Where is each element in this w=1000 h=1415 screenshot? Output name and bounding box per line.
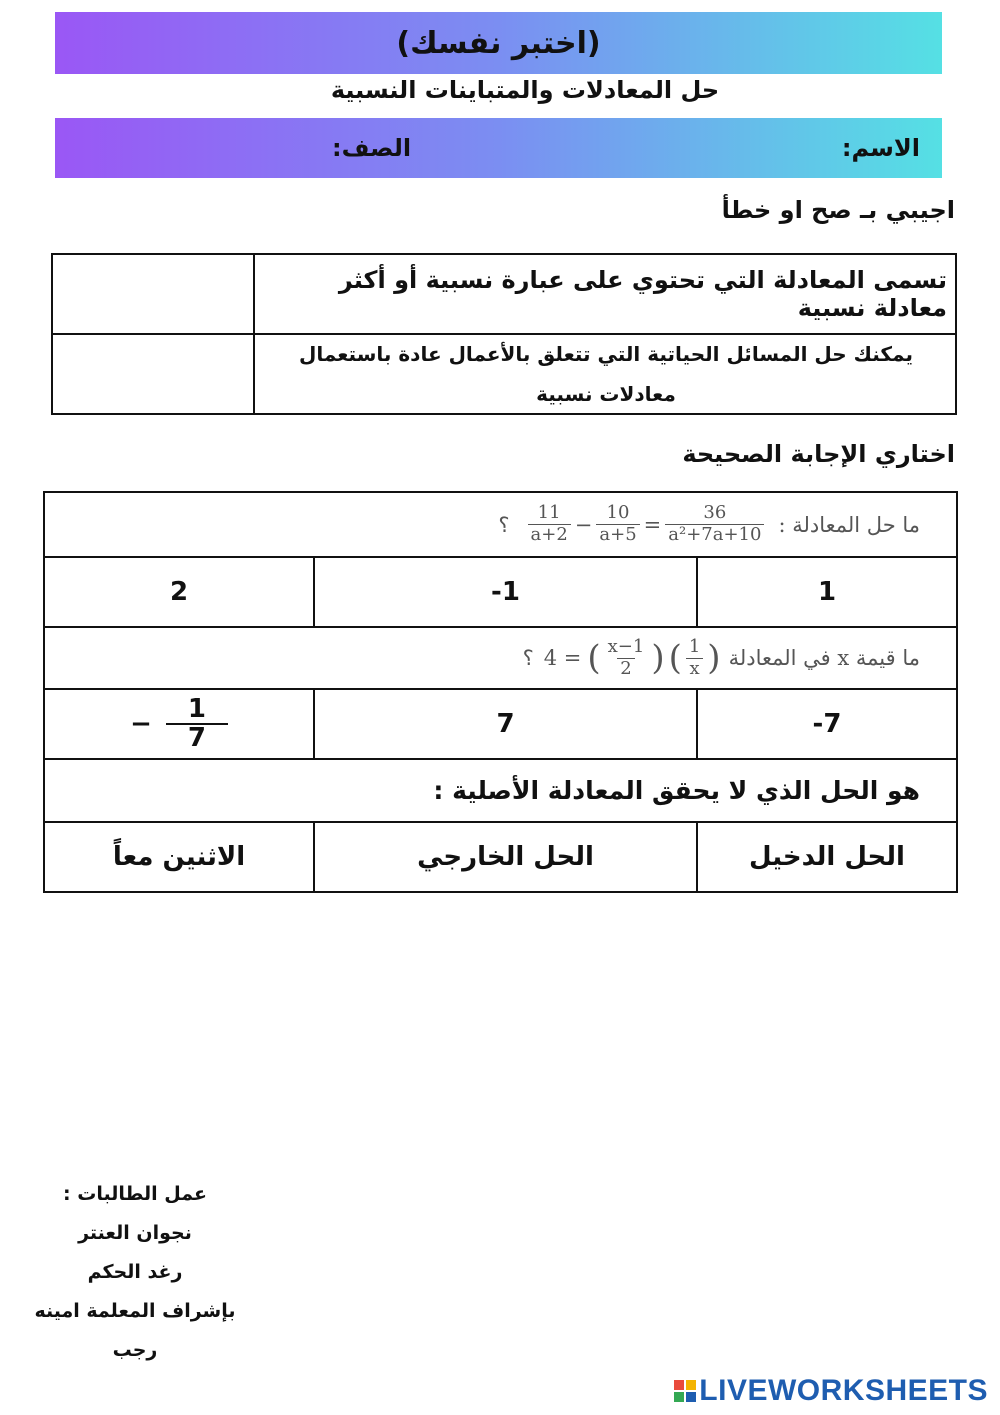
multiple-choice-table: [43, 491, 958, 893]
credits: [10, 1175, 260, 1370]
options-row-1: [45, 558, 956, 628]
name-class-band: [55, 118, 942, 178]
tf-answer-box[interactable]: [53, 335, 255, 413]
options-row-2: [45, 690, 956, 760]
question-2-text: [523, 628, 920, 688]
fraction: $\frac{36}{\text{a²+7a+10}}$: [665, 503, 764, 545]
true-false-heading: اجيبي بـ صح او خطأ: [721, 196, 955, 224]
true-false-table: [51, 253, 957, 415]
class-label: الصف:: [332, 134, 412, 162]
fraction: $\frac{x-1}{2}$: [607, 635, 645, 679]
option-1-c[interactable]: 2: [45, 558, 315, 626]
multiple-choice-heading: اختاري الإجابة الصحيحة: [682, 440, 955, 468]
question-1-text: [498, 493, 920, 556]
fraction: $\frac{10}{a+5}$: [596, 503, 639, 545]
question-2-suffix: ؟: [522, 646, 534, 670]
question-3-text: هو الحل الذي لا يحقق المعادلة الأصلية :: [433, 776, 920, 805]
negative-fraction: − $\frac{1}{7}$: [130, 696, 228, 753]
worksheet-subtitle: حل المعادلات والمتباينات النسبية: [330, 76, 720, 104]
credits-student-2: رغد الحكم: [87, 1261, 183, 1283]
option-2-a[interactable]: -7: [812, 709, 842, 739]
credits-student-1: نجوان العنتر: [78, 1222, 192, 1244]
tf-statement: يمكنك حل المسائل الحياتية التي تتعلق بالأعمال عادة باستعمال معادلات نسبية: [299, 342, 913, 406]
fraction: $\frac{1}{x}$: [686, 637, 703, 679]
question-row-2: [45, 628, 956, 690]
tf-statement: تسمى المعادلة التي تحتوي على عبارة نسبية أو أكثر معادلة نسبية: [338, 266, 947, 322]
liveworksheets-watermark: [674, 1374, 988, 1408]
option-1-a[interactable]: 1: [817, 577, 837, 607]
question-row-3: [45, 760, 956, 823]
question-2-equation: 4 = ( $\frac{x-1}{2}$ ) ( $\frac{1}{x}$ ): [543, 635, 721, 679]
question-row-1: [45, 493, 956, 558]
liveworksheets-logo-icon: [674, 1380, 696, 1402]
credits-title: عمل الطالبات :: [63, 1183, 207, 1205]
question-1-suffix: ؟: [498, 512, 510, 537]
options-row-3: [45, 823, 956, 891]
question-1-prefix: ما حل المعادلة :: [778, 512, 920, 537]
option-1-b[interactable]: -1: [315, 558, 698, 626]
option-3-a[interactable]: الحل الدخيل: [749, 842, 905, 872]
tf-row: [53, 255, 955, 335]
question-1-equation: $\frac{11}{a+2}$ − $\frac{10}{a+5}$ = $\frac{36}{\text{a²+7a+10}}$: [524, 503, 769, 545]
option-2-b[interactable]: 7: [315, 690, 698, 758]
option-3-c[interactable]: الاثنين معاً: [45, 823, 315, 891]
credits-supervisor: بإشراف المعلمة امينه رجب: [34, 1300, 236, 1361]
watermark-text: LIVEWORKSHEETS: [699, 1374, 988, 1407]
tf-row: [53, 335, 955, 413]
option-3-b[interactable]: الحل الخارجي: [315, 823, 698, 891]
option-2-c[interactable]: [45, 690, 315, 758]
name-label: الاسم:: [841, 134, 920, 162]
worksheet-title: (اختبر نفسك): [396, 25, 601, 61]
question-2-prefix: ما قيمة x في المعادلة: [728, 646, 920, 670]
tf-answer-box[interactable]: [53, 255, 255, 333]
fraction: $\frac{11}{a+2}$: [528, 503, 571, 545]
title-band: [55, 12, 942, 74]
